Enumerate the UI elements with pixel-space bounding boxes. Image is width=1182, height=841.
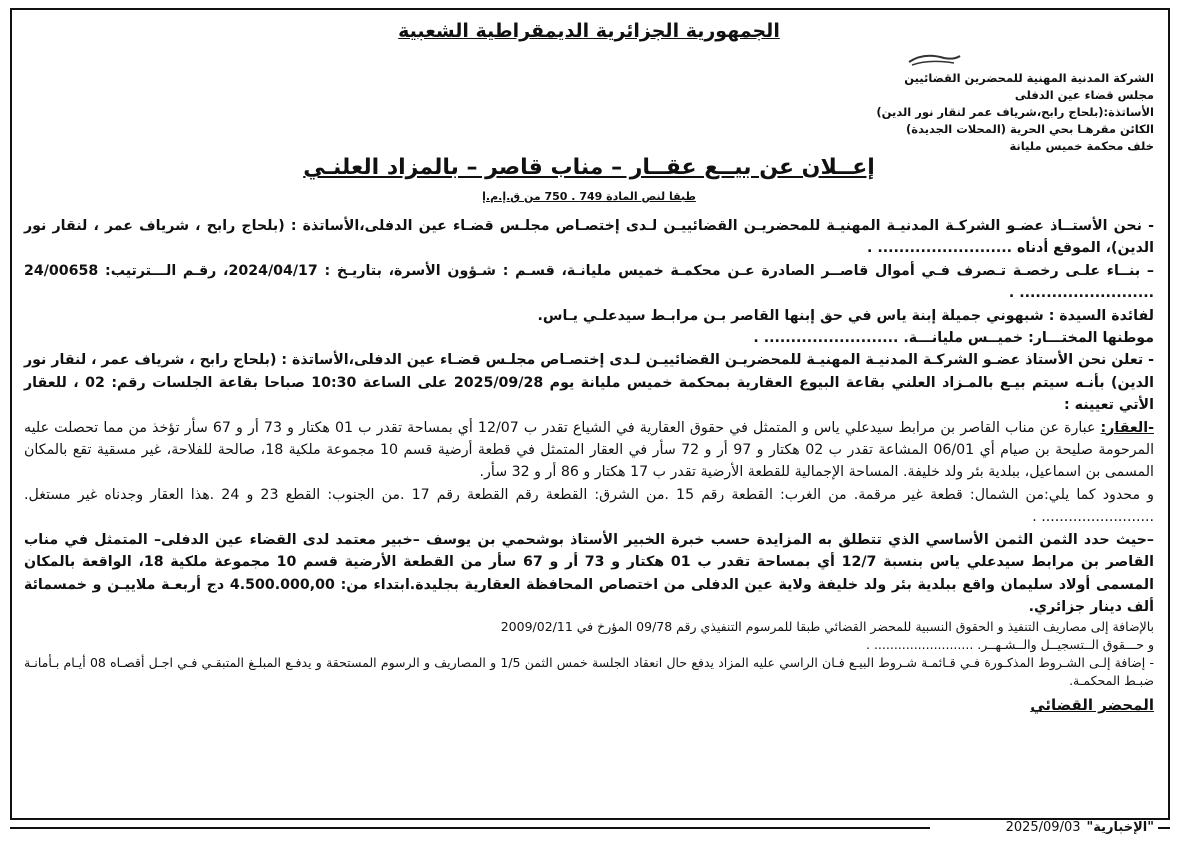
publication-name: "الإخبارية" <box>1086 820 1154 835</box>
legal-notice <box>24 20 1154 810</box>
header-line: الشركة المدنية المهنية للمحضرين القضائيين <box>904 71 1154 85</box>
office-logo-icon <box>904 50 964 70</box>
notice-title <box>24 155 1154 180</box>
paragraph: لفائدة السيدة : شبهوني جميلة إبنة ياس في حق إبنها القاصر بـن مرابـط سيدعلـي يـاس. <box>537 307 1154 324</box>
paragraph: - تعلن نحن الأستاذ عضـو الشركـة المدنيـة المهنيـة للمحضريـن القضائييـن لـدى إختصـاص مجلـس قضـاء عين الدفلى،الأساتذة : (بلحاج رابح ، شرياف عمر ، لنقار نور الدين) بأنـه سيتم بيـع بالمـزاد العلني بقاعة البيوع العقارية بمحكمة خميس مليانة يوم 2025/09/28 على الساعة 10:30 صباحا بقاعة الجلسات رقم: 02 ، للعقار الأتي تعيينه : <box>24 352 1154 414</box>
publication-date: 2025/09/03 <box>1005 820 1081 835</box>
header-line: مجلس قضاء عين الدفلى <box>1014 88 1154 102</box>
notice-title-text: إعــلان عن بيــع عقــار – مناب قاصر – بالمزاد العلنـي <box>303 155 875 180</box>
notice-body <box>24 215 1154 717</box>
footer-rule <box>10 826 1170 830</box>
signature: المحضر القضائي <box>1030 696 1154 715</box>
price-paragraph: –حيث حدد الثمن الثمن الأساسي الذي تتطلق به المزايدة حسب خبرة الخبير الأستاذ بوشحمي بن يوسف –خبير معتمد لدى القضاء عين الدفلى– المتمثل في مناب القاصر بن مرابط سيدعلي ياس بنسبة 12/7 أي بمساحة تقدر ب 01 هكتار و 73 أر و 67 سأر من القطعة الأرضية قسم 10 مجموعة ملكية 18، الواقعة بالمكان المسمى أولاد سليمان واقع ببلدية بئر ولد خليفة ولاية عين الدفلى من اختصاص المحافظة العقارية بجليدة.ابتداء من: 4.500.000,00 دج أربعـة ملاييـن و خمسمائة ألف دينار جزائري. <box>24 531 1154 615</box>
republic-heading: الجمهورية الجزائرية الديمقراطية الشعبية <box>398 20 780 42</box>
notice-subtitle: طبقا لنص المادة 749 . 750 من ق.إ.م.إ <box>482 190 696 203</box>
paragraph: – بنــاء علـى رخصـة تـصرف فـي أموال قاصــر الصادرة عـن محكمـة خميس مليانـة، قسـم : شـؤون الأسرة، بتاريـخ : 2024/04/17، رقـم الـــترتيب: 24/00658 ......................... . <box>24 262 1154 302</box>
paragraph: - نحن الأستــاذ عضـو الشركـة المدنيـة المهنيـة للمحضريـن القضائييـن لـدى إختصـاص مجلـس قضـاء عين الدفلى،الأساتذة : (بلحاج رابح ، شرياف عمر ، لنقار نور الدين)، الموقع أدناه ......................... . <box>24 218 1154 257</box>
property-text: عبارة عن مناب القاصر بن مرابط سيدعلي ياس و المتمثل في حقوق العقارية في الشياع تقدر ب 12/07 أي بمساحة تقدر ب 01 هكتار و 73 أر و 67 سأر تؤخذ من مما تحصلت عليه المرحومة صليحة بن صيام أي 06/01 المشاعة تقدر ب 02 هكتار و 97 أر و 72 سأر في العقار المتمثل في قطعة أرضية قسم 10 مجموعة ملكية 18، صالحة للفلاحة، غير مسقية تقع بالمكان المسمى بن اسماعيل، ببلدية بئر ولد خليفة. المساحة الإجمالية للقطعة الأرضية تقدر ب 17 هكتار و 86 أر و 32 سأر. <box>24 419 1155 481</box>
publication-footer <box>1002 820 1158 835</box>
header-line: الكائن مقرهـا بحي الحرية (المحلات الجديدة) <box>906 122 1154 136</box>
terms-paragraph: - إضافة إلـى الشـروط المذكـورة فـي قـائمـة شـروط البيـع فـان الراسي عليه المزاد يدفع حال انعقاد الجلسة خمس الثمن 1/5 و المصاريف و الرسوم المستحقة و يدفـع المبلـغ المتبقـي فـي اجـل أقصـاه 08 أيـام بـأمانـة ضبـط المحكمـة. <box>24 655 1154 689</box>
header-line: الأساتذة:(بلحاج رابح،شرياف عمر لنقار نور الدين) <box>876 105 1154 119</box>
office-header <box>634 70 1154 155</box>
property-label: -العقار: <box>1100 419 1154 436</box>
paragraph: و حـــقوق الــتسجيــل والــشـهــر. ......................... . <box>866 637 1154 653</box>
header-line: خلف محكمة خميس مليانة <box>1009 139 1154 153</box>
property-paragraph <box>24 417 1154 484</box>
paragraph: موطنها المختـــار: خميــس مليانـــة. ......................... . <box>753 330 1154 347</box>
paragraph: بالإضافة إلى مصاريف التنفيذ و الحقوق النسبية للمحضر القضائي طبقا للمرسوم التنفيذي رقم 09/78 المؤرخ في 2009/02/11 <box>500 619 1154 635</box>
boundaries-paragraph: و محدود كما يلي:من الشمال: قطعة غير مرقمة. من الغرب: القطعة رقم 15 .من الشرق: القطعة رقم القطعة رقم 17 .من الجنوب: القطع 23 و 24 .هذا العقار وجدناه غير مستغل. ......................... . <box>24 486 1155 526</box>
